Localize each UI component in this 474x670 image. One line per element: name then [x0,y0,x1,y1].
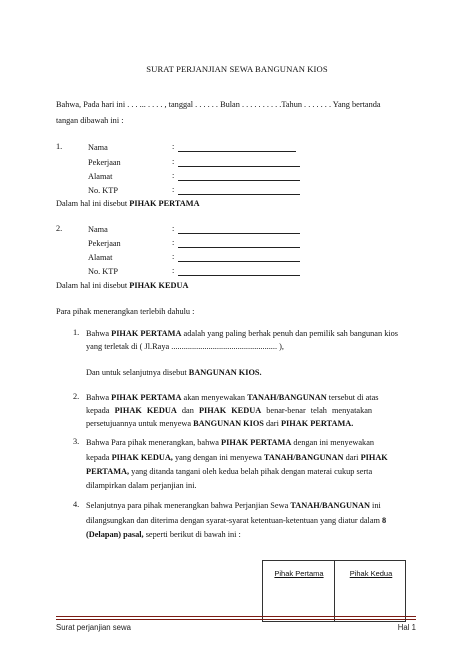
signature-header-pihak-kedua: Pihak Kedua [349,569,393,578]
footer-rule-thin [56,619,416,620]
party1-number: 1. [56,142,63,151]
intro-line-2: tangan dibawah ini : [56,116,124,125]
party2-number: 2. [56,224,63,233]
party2-designation: Dalam hal ini disebut PIHAK KEDUA [56,281,189,290]
party1-field-nama: Nama [88,143,108,152]
clause1-number: 1. [73,328,80,337]
clause3-line1: Bahwa Para pihak menerangkan, bahwa PIHAK PERTAMA dengan ini menyewakan [86,438,375,447]
party2-alamat-line [178,261,300,262]
clause4-line1: Selanjutnya para pihak menerangkan bahwa Perjanjian Sewa TANAH/BANGUNAN ini [86,501,381,510]
party2-field-pekerjaan: Pekerjaan [88,239,121,248]
party1-field-no-ktp: No. KTP [88,186,118,195]
clause4-number: 4. [73,500,80,509]
party1-colon-2: : [172,157,175,166]
party2-colon-1: : [172,224,175,233]
intro-line-1: Bahwa, Pada hari ini . . . ... . . . . , tanggal . . . . . . Bulan . . . . . . . . . .Tahun . . . . . . . Yang bertanda [56,100,381,109]
party1-pekerjaan-line [178,166,300,167]
clause2-line3: persetujuannya untuk menyewa BANGUNAN KIOS dari PIHAK PERTAMA. [86,419,354,428]
clauses-intro: Para pihak menerangkan terlebih dahulu : [56,307,195,316]
party2-ktp-line [178,275,300,276]
party1-colon-4: : [172,185,175,194]
clause3-line4: dilampirkan dalam perjanjian ini. [86,481,197,490]
footer-page-number: Hal 1 [397,623,416,632]
footer-left-text: Surat perjanjian sewa [56,623,131,632]
document-title: SURAT PERJANJIAN SEWA BANGUNAN KIOS [146,64,328,74]
party2-pekerjaan-line [178,247,300,248]
party1-field-pekerjaan: Pekerjaan [88,158,121,167]
clause1-line3: Dan untuk selanjutnya disebut BANGUNAN KIOS. [86,368,262,377]
party2-colon-2: : [172,238,175,247]
clause2-number: 2. [73,392,80,401]
party1-designation: Dalam hal ini disebut PIHAK PERTAMA [56,199,200,208]
party1-field-alamat: Alamat [88,172,113,181]
party2-nama-line [178,233,300,234]
party1-nama-line [178,151,296,152]
party1-alamat-line [178,180,300,181]
clause4-line3: (Delapan) pasal, seperti berikut di bawah ini : [86,530,241,539]
party2-field-alamat: Alamat [88,253,113,262]
clause1-line1: Bahwa PIHAK PERTAMA adalah yang paling berhak penuh dan pemilik sah bangunan kios [86,329,399,338]
clause3-line3: PERTAMA, yang ditanda tangani oleh kedua belah pihak dengan materai cukup serta [86,467,373,476]
clause3-number: 3. [73,437,80,446]
clause2-line1: Bahwa PIHAK PERTAMA akan menyewakan TANAH/BANGUNAN tersebut di atas [86,393,379,402]
clause1-line2: yang terletak di ( Jl.Raya ................................................... ), [86,342,284,351]
party1-ktp-line [178,194,300,195]
party2-field-no-ktp: No. KTP [88,267,118,276]
party2-colon-3: : [172,252,175,261]
party1-colon-1: : [172,142,175,151]
party2-field-nama: Nama [88,225,108,234]
footer-rule [56,616,416,617]
clause3-line2: kepada PIHAK KEDUA, yang dengan ini menyewa TANAH/BANGUNAN dari PIHAK [86,453,388,462]
clause2-line2: kepada PIHAK KEDUA dan PIHAK KEDUA benar-benar telah menyatakan [86,406,373,415]
signature-table [262,560,406,622]
signature-header-pihak-pertama: Pihak Pertama [274,569,324,578]
clause4-line2: dilangsungkan dan diterima dengan syarat-syarat ketentuan-ketentuan yang diatur dalam 8 [86,516,387,525]
party2-colon-4: : [172,266,175,275]
party1-colon-3: : [172,171,175,180]
